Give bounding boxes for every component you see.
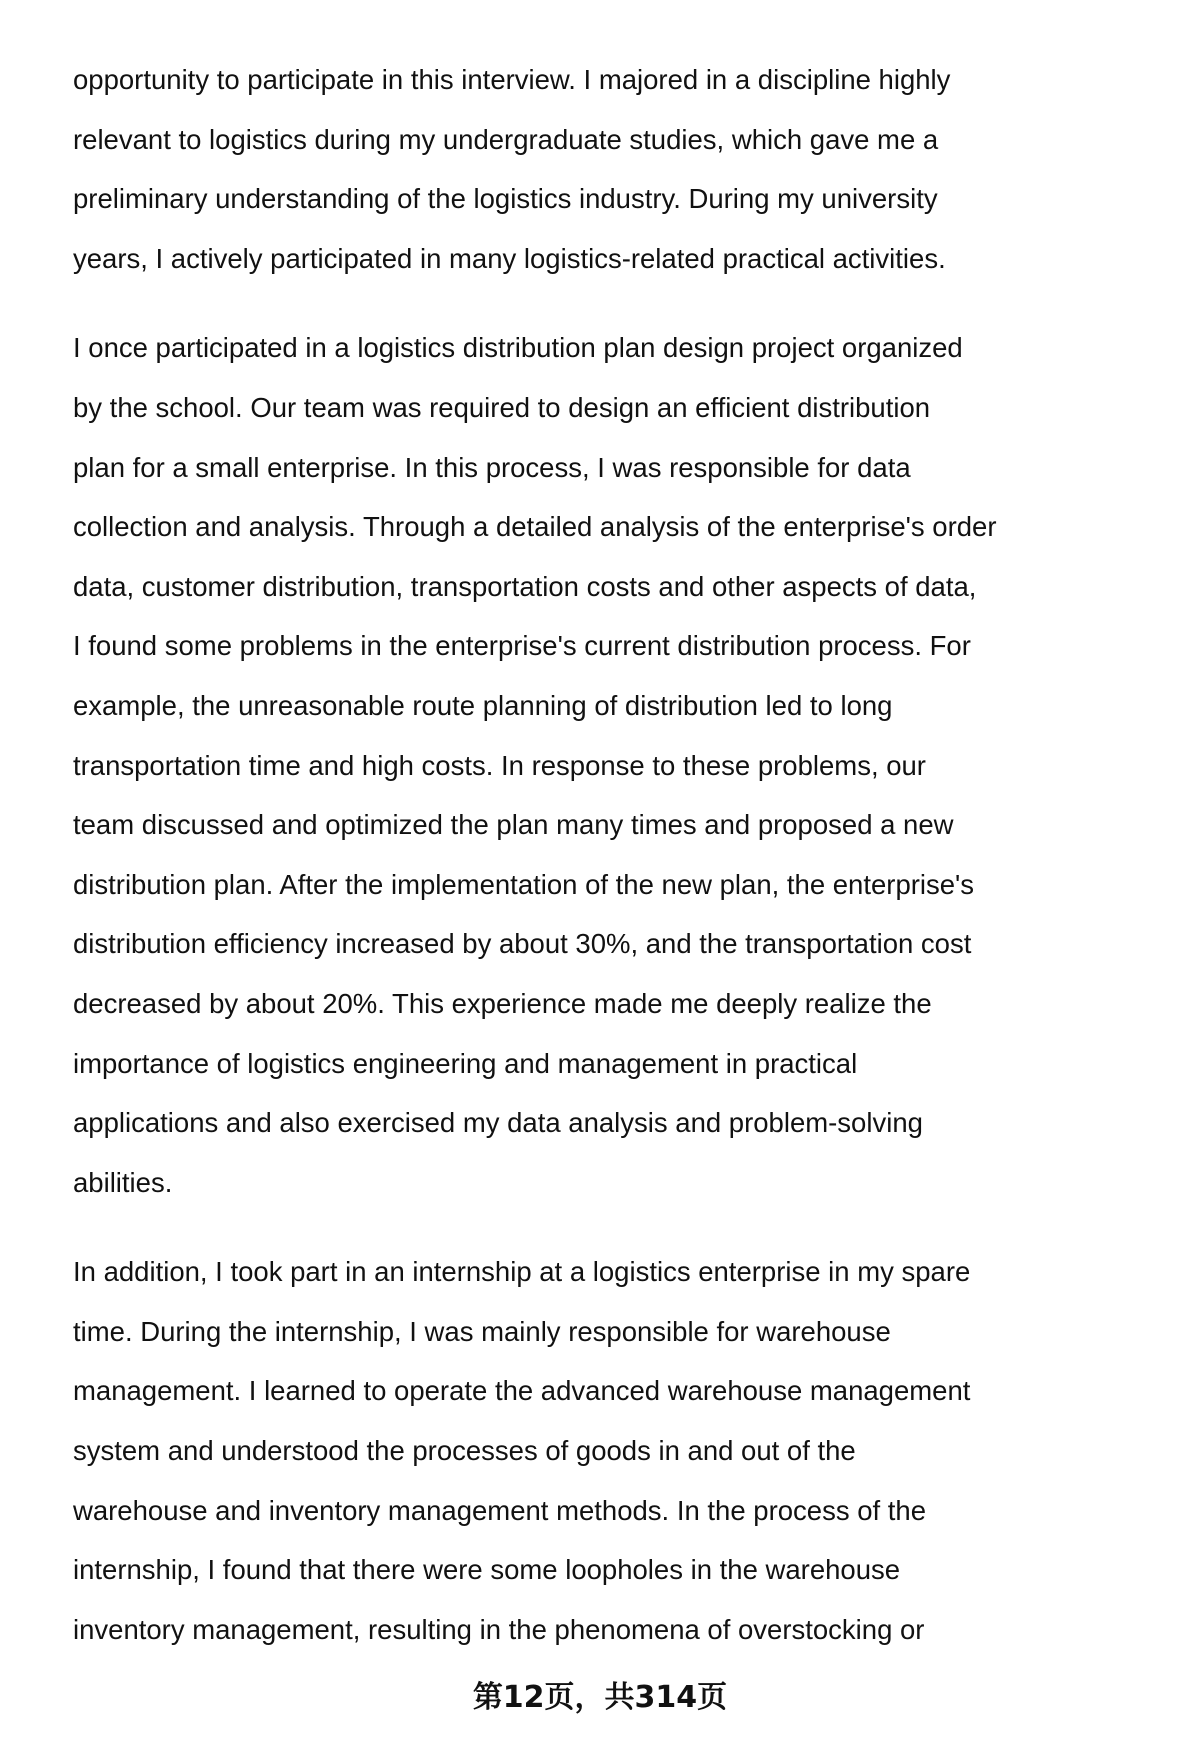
text-line: collection and analysis. Through a detailed analysis of the enterprise's order <box>73 511 997 543</box>
text-line: In addition, I took part in an internship at a logistics enterprise in my spare <box>73 1256 971 1288</box>
page-number: 第12页，共314页 <box>472 1680 728 1715</box>
text-line: I found some problems in the enterprise's current distribution process. For <box>73 630 971 662</box>
document-body <box>73 50 1183 1689</box>
text-line: data, customer distribution, transportation costs and other aspects of data, <box>73 570 977 602</box>
text-line: applications and also exercised my data analysis and problem-solving <box>73 1107 923 1139</box>
paragraph <box>73 50 1183 288</box>
text-line: abilities. <box>73 1166 173 1198</box>
text-line: distribution efficiency increased by about 30%, and the transportation cost <box>73 928 972 960</box>
text-line: by the school. Our team was required to design an efficient distribution <box>73 391 931 423</box>
text-line: relevant to logistics during my undergraduate studies, which gave me a <box>73 123 939 155</box>
paragraph <box>73 318 1183 1212</box>
text-line: years, I actively participated in many logistics-related practical activities. <box>73 242 946 274</box>
paragraph <box>73 1242 1183 1659</box>
text-line: warehouse and inventory management methods. In the process of the <box>73 1494 927 1526</box>
text-line: management. I learned to operate the advanced warehouse management <box>73 1375 971 1407</box>
text-line: team discussed and optimized the plan many times and proposed a new <box>73 809 954 841</box>
text-line: distribution plan. After the implementation of the new plan, the enterprise's <box>73 868 975 900</box>
text-line: time. During the internship, I was mainly responsible for warehouse <box>73 1315 891 1347</box>
text-line: preliminary understanding of the logistics industry. During my university <box>73 183 938 215</box>
text-line: opportunity to participate in this interview. I majored in a discipline highly <box>73 64 951 95</box>
text-line: I once participated in a logistics distribution plan design project organized <box>73 332 963 364</box>
text-line: inventory management, resulting in the phenomena of overstocking or <box>73 1613 925 1645</box>
text-line: system and understood the processes of goods in and out of the <box>73 1435 856 1467</box>
text-line: decreased by about 20%. This experience made me deeply realize the <box>73 987 932 1019</box>
text-line: plan for a small enterprise. In this process, I was responsible for data <box>73 451 911 483</box>
text-line: example, the unreasonable route planning of distribution led to long <box>73 689 893 721</box>
text-line: internship, I found that there were some loopholes in the warehouse <box>73 1554 901 1586</box>
text-line: transportation time and high costs. In response to these problems, our <box>73 749 926 781</box>
text-line: importance of logistics engineering and management in practical <box>73 1047 858 1079</box>
